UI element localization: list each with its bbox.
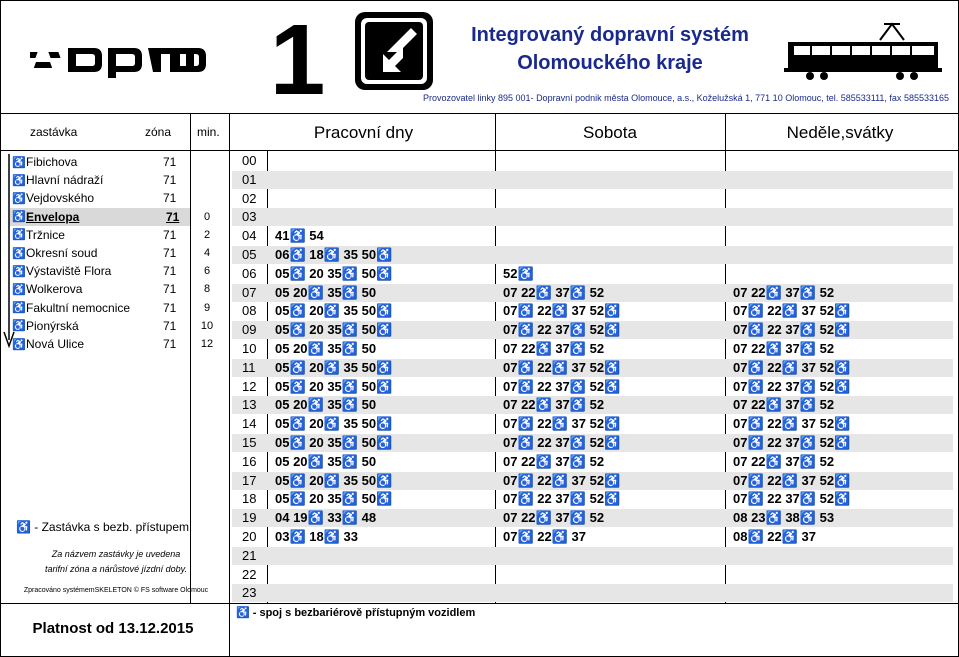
saturday-minutes xyxy=(495,584,725,602)
saturday-minutes: 07♿ 22♿ 37 xyxy=(503,529,586,544)
timetable-row xyxy=(232,190,953,208)
weekday-minutes: 05 20♿ 35♿ 50 xyxy=(275,397,377,413)
hour-cell: 20 xyxy=(242,529,257,544)
saturday-minutes xyxy=(495,227,725,245)
wheelchair-icon: ♿ xyxy=(12,320,26,333)
operator-info: Provozovatel linky 895 001- Dopravní podnik města Olomouce, a.s., Koželužská 1, 771 10 Olomouc, tel. 585533111, fax 585533165 xyxy=(423,93,949,103)
weekday-minutes xyxy=(267,208,495,226)
saturday-minutes: 07♿ 22♿ 37 52♿ xyxy=(503,472,621,488)
sunday-minutes xyxy=(725,265,953,283)
header-row-line xyxy=(0,150,959,151)
timetable-row xyxy=(232,246,953,264)
weekday-minutes xyxy=(267,566,495,584)
col-head-sunday: Neděle,svátky xyxy=(786,123,894,142)
stop-name: Výstaviště Flora xyxy=(26,264,112,279)
saturday-minutes xyxy=(495,547,725,565)
hour-cell: 12 xyxy=(242,378,257,394)
sunday-minutes xyxy=(725,171,953,189)
timetable-row xyxy=(232,472,953,490)
weekday-minutes: 05♿ 20 35♿ 50♿ xyxy=(275,322,393,338)
stop-zone: 71 xyxy=(163,264,177,279)
stop-min-offset: 10 xyxy=(200,319,214,332)
stop-min-offset: 0 xyxy=(203,210,211,223)
left-bottom-line xyxy=(0,603,230,604)
saturday-minutes: 07♿ 22 37♿ 52♿ xyxy=(503,322,621,338)
stop-zone: 71 xyxy=(163,337,177,351)
sunday-minutes xyxy=(725,584,953,602)
weekday-minutes xyxy=(267,171,495,189)
saturday-minutes xyxy=(495,566,725,584)
stop-zone: 71 xyxy=(163,318,177,333)
stop-row xyxy=(12,299,187,317)
wheelchair-icon: ♿ xyxy=(12,247,26,260)
stop-min-offset xyxy=(192,171,222,189)
weekday-minutes: 05 20♿ 35♿ 50 xyxy=(275,453,377,469)
timetable-row xyxy=(232,265,953,283)
stop-row xyxy=(12,189,187,207)
saturday-minutes: 07♿ 22 37♿ 52♿ xyxy=(503,491,621,507)
stop-row xyxy=(12,317,187,335)
hour-cell: 17 xyxy=(242,472,257,488)
stop-row xyxy=(12,335,187,353)
sunday-minutes: 07 22♿ 37♿ 52 xyxy=(733,284,835,300)
weekday-minutes: 05♿ 20♿ 35 50♿ xyxy=(275,359,393,375)
hour-cell: 18 xyxy=(242,491,257,507)
weekday-minutes: 41♿ 54 xyxy=(275,228,324,244)
saturday-minutes: 07♿ 22 37♿ 52♿ xyxy=(503,378,621,394)
timetable-row xyxy=(232,378,953,396)
saturday-minutes xyxy=(495,208,725,226)
header-divider xyxy=(0,113,959,114)
saturday-minutes: 07♿ 22♿ 37 52♿ xyxy=(503,416,621,432)
saturday-minutes: 07 22♿ 37♿ 52 xyxy=(503,341,605,356)
zone-note-line1: Za názvem zastávky je uvedena xyxy=(51,549,181,559)
timetable-row xyxy=(232,434,953,452)
col-head-weekday: Pracovní dny xyxy=(313,123,414,142)
hour-cell: 05 xyxy=(242,247,257,262)
timetable-row xyxy=(232,171,953,189)
wheelchair-icon: ♿ xyxy=(12,174,26,187)
timetable-row xyxy=(232,152,953,170)
saturday-minutes: 07♿ 22♿ 37 52♿ xyxy=(503,303,621,319)
wheelchair-icon: ♿ xyxy=(12,283,26,296)
system-title-line1: Integrovaný dopravní systém xyxy=(471,24,749,46)
sunday-minutes: 07♿ 22 37♿ 52♿ xyxy=(733,435,851,450)
saturday-minutes: 07 22♿ 37♿ 52 xyxy=(503,284,605,300)
stop-row xyxy=(12,171,187,189)
hour-cell: 10 xyxy=(242,341,257,356)
timetable-row xyxy=(232,396,953,414)
stop-min-offset: 8 xyxy=(203,283,211,296)
wheelchair-icon: ♿ xyxy=(12,302,26,315)
sunday-minutes xyxy=(725,547,953,565)
min-col-left-line xyxy=(190,113,191,603)
stop-zone: 71 xyxy=(163,173,177,188)
sunday-minutes xyxy=(725,152,953,170)
weekday-minutes: 04 19♿ 33♿ 48 xyxy=(275,510,377,526)
stop-name: Tržnice xyxy=(26,227,65,242)
generator-credit: Zpracováno systémemSKELETON © FS software Olomouc xyxy=(23,587,209,594)
stop-zone: 71 xyxy=(163,227,177,242)
weekday-minutes xyxy=(267,547,495,565)
stop-zone: 71 xyxy=(163,155,177,169)
wheelchair-icon: ♿ xyxy=(12,192,26,205)
stop-zone: 71 xyxy=(163,191,177,206)
timetable-row xyxy=(232,453,953,471)
wheelchair-icon: ♿ xyxy=(12,265,26,278)
col-head-saturday: Sobota xyxy=(583,123,637,142)
timetable-row xyxy=(232,584,953,602)
hour-cell: 13 xyxy=(242,397,257,413)
col-head-zone: zóna xyxy=(145,125,172,139)
saturday-minutes xyxy=(495,171,725,189)
stop-row xyxy=(10,208,190,226)
weekday-minutes: 05♿ 20 35♿ 50♿ xyxy=(275,491,393,507)
hour-cell: 01 xyxy=(242,171,257,187)
zone-note-line2: tarifní zóna a nárůstové jízdní doby. xyxy=(45,564,187,574)
weekday-minutes: 05 20♿ 35♿ 50 xyxy=(275,341,377,356)
wheelchair-icon: ♿ xyxy=(12,229,26,242)
saturday-minutes xyxy=(495,190,725,208)
tram-icon xyxy=(780,20,945,82)
min-col-right-line xyxy=(229,113,230,657)
timetable-row xyxy=(232,227,953,245)
stop-name: Hlavní nádraží xyxy=(26,173,104,188)
sunday-minutes: 07♿ 22 37♿ 52♿ xyxy=(733,322,851,338)
system-title-line2: Olomouckého kraje xyxy=(517,52,703,74)
sunday-minutes: 07♿ 22 37♿ 52♿ xyxy=(733,378,851,394)
stop-min-offset xyxy=(192,153,222,171)
col-head-min: min. xyxy=(197,125,220,139)
stop-min-offset xyxy=(192,189,222,207)
stop-name: Envelopa xyxy=(26,209,80,224)
weekday-minutes: 05 20♿ 35♿ 50 xyxy=(275,284,377,300)
hour-cell: 08 xyxy=(242,303,257,319)
timetable-row xyxy=(232,509,953,527)
stop-name: Fibichova xyxy=(26,155,78,169)
stop-name: Fakultní nemocnice xyxy=(26,300,131,315)
saturday-minutes: 07♿ 22♿ 37 52♿ xyxy=(503,359,621,375)
saturday-minutes xyxy=(495,246,725,264)
sunday-minutes xyxy=(725,190,953,208)
stop-zone: 71 xyxy=(163,300,177,315)
hour-cell: 03 xyxy=(242,209,257,225)
saturday-minutes: 07 22♿ 37♿ 52 xyxy=(503,510,605,526)
sunday-minutes xyxy=(725,246,953,264)
timetable-row xyxy=(232,490,953,508)
sunday-minutes: 07♿ 22♿ 37 52♿ xyxy=(733,472,851,488)
saturday-minutes: 07♿ 22 37♿ 52♿ xyxy=(503,435,621,450)
hour-cell: 14 xyxy=(242,416,257,432)
weekday-minutes xyxy=(267,584,495,602)
stop-min-offset: 9 xyxy=(203,301,211,314)
stop-row xyxy=(12,262,187,280)
sunday-minutes xyxy=(725,227,953,245)
stop-zone: 71 xyxy=(163,246,177,260)
timetable-row xyxy=(232,359,953,377)
sunday-minutes: 07♿ 22 37♿ 52♿ xyxy=(733,491,851,507)
ids-arrows-logo xyxy=(353,10,435,92)
sunday-minutes: 07 22♿ 37♿ 52 xyxy=(733,397,835,413)
stop-name: Okresní soud xyxy=(26,246,98,260)
stop-min-offset: 4 xyxy=(203,247,211,259)
hour-cell: 00 xyxy=(242,153,257,168)
hour-cell: 15 xyxy=(242,435,257,450)
stop-row xyxy=(12,244,187,262)
wc-stop-legend: ♿ - Zastávka s bezb. přístupem xyxy=(16,520,190,534)
timetable-row xyxy=(232,528,953,546)
timetable-row xyxy=(232,284,953,302)
stop-min-offset: 6 xyxy=(203,265,211,278)
wheelchair-icon: ♿ xyxy=(12,156,26,169)
stop-row xyxy=(12,280,187,298)
hour-cell: 21 xyxy=(242,547,257,563)
hour-cell: 11 xyxy=(242,359,256,375)
weekday-minutes xyxy=(267,190,495,208)
timetable-row xyxy=(232,208,953,226)
weekday-minutes: 06♿ 18♿ 35 50♿ xyxy=(275,247,393,262)
weekday-minutes: 05♿ 20♿ 35 50♿ xyxy=(275,472,393,488)
timetable-row xyxy=(232,547,953,565)
hour-cell: 09 xyxy=(242,322,257,338)
stop-zone: 71 xyxy=(163,282,177,297)
saturday-minutes xyxy=(495,152,725,170)
sunday-minutes: 07 22♿ 37♿ 52 xyxy=(733,341,835,356)
timetable-row xyxy=(232,566,953,584)
sunday-minutes: 07♿ 22♿ 37 52♿ xyxy=(733,359,851,375)
timetable-row xyxy=(232,340,953,358)
accessible-trip-legend: ♿ - spoj s bezbariérově přístupným vozidlem xyxy=(236,607,476,619)
sunday-minutes: 08♿ 22♿ 37 xyxy=(733,529,816,544)
hour-cell: 16 xyxy=(242,453,257,469)
hour-cell: 04 xyxy=(242,228,257,244)
stop-name: Nová Ulice xyxy=(26,337,85,351)
sunday-minutes: 08 23♿ 38♿ 53 xyxy=(733,510,835,526)
stop-zone: 71 xyxy=(166,209,180,224)
table-bottom-line xyxy=(229,603,959,604)
sunday-minutes: 07♿ 22♿ 37 52♿ xyxy=(733,303,851,319)
stop-min-offset: 2 xyxy=(203,228,211,241)
hour-cell: 23 xyxy=(242,585,257,601)
weekday-minutes: 05♿ 20 35♿ 50♿ xyxy=(275,378,393,394)
validity-date: Platnost od 13.12.2015 xyxy=(32,620,194,637)
timetable-row xyxy=(232,302,953,320)
weekday-minutes: 05♿ 20♿ 35 50♿ xyxy=(275,416,393,432)
hour-cell: 07 xyxy=(242,284,257,300)
hour-cell: 22 xyxy=(242,566,257,582)
stop-row xyxy=(12,226,187,244)
weekday-minutes: 05♿ 20 35♿ 50♿ xyxy=(275,435,393,450)
col-head-stop: zastávka xyxy=(30,125,78,139)
line-number: 1 xyxy=(269,4,326,116)
saturday-minutes: 52♿ xyxy=(503,265,534,281)
timetable-row xyxy=(232,415,953,433)
wheelchair-icon: ♿ xyxy=(12,211,26,224)
stop-min-offset: 12 xyxy=(200,338,214,350)
wheelchair-icon: ♿ xyxy=(12,338,26,351)
weekday-minutes: 05♿ 20 35♿ 50♿ xyxy=(275,265,393,281)
sunday-minutes: 07♿ 22♿ 37 52♿ xyxy=(733,416,851,432)
timetable-row xyxy=(232,321,953,339)
sunday-minutes xyxy=(725,566,953,584)
stop-name: Vejdovského xyxy=(26,191,95,206)
stop-row xyxy=(12,153,187,171)
saturday-minutes: 07 22♿ 37♿ 52 xyxy=(503,453,605,469)
hour-cell: 02 xyxy=(242,190,257,206)
dpmo-logo-o xyxy=(168,40,208,80)
sunday-minutes: 07 22♿ 37♿ 52 xyxy=(733,453,835,469)
weekday-minutes: 03♿ 18♿ 33 xyxy=(275,529,358,544)
saturday-minutes: 07 22♿ 37♿ 52 xyxy=(503,397,605,413)
stop-name: Pionýrská xyxy=(26,318,79,333)
weekday-minutes xyxy=(267,152,495,170)
weekday-minutes: 05♿ 20♿ 35 50♿ xyxy=(275,303,393,319)
sunday-minutes xyxy=(725,208,953,226)
stop-name: Wolkerova xyxy=(26,282,83,297)
hour-cell: 19 xyxy=(242,510,257,526)
hour-cell: 06 xyxy=(242,265,257,281)
